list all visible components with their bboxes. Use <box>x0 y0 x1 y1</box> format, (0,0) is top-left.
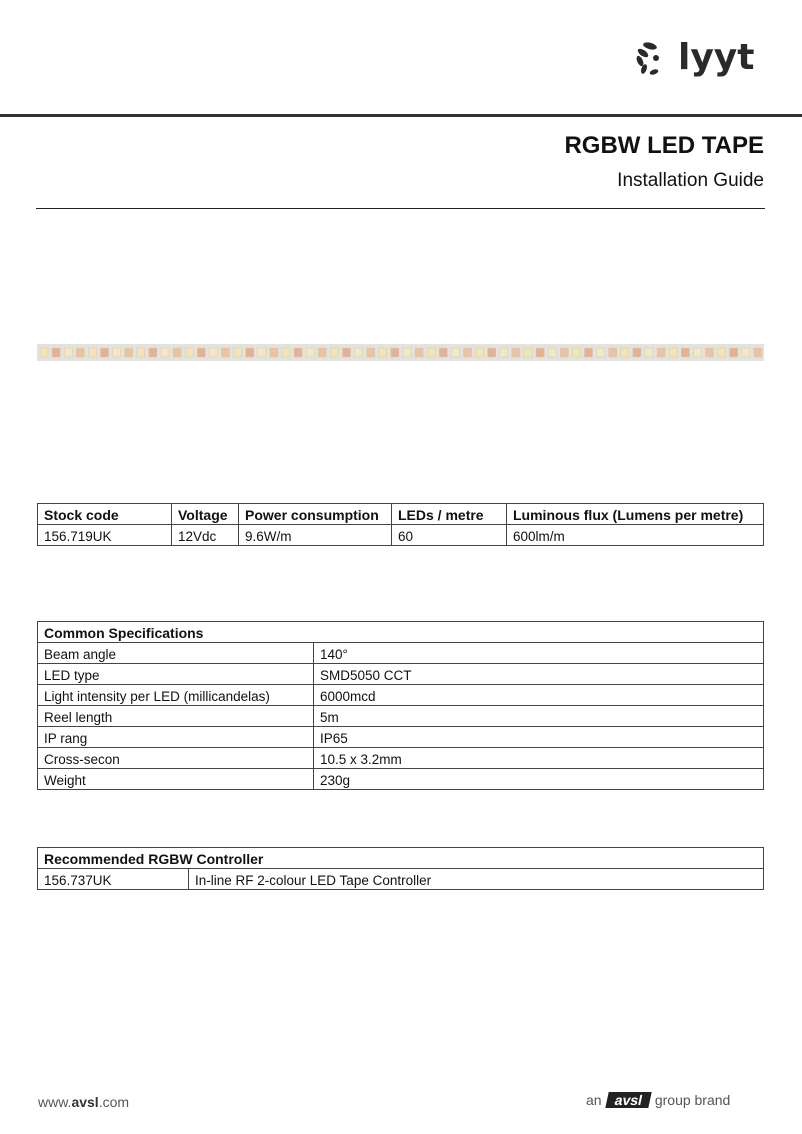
table-header-row <box>38 504 764 525</box>
tape-led <box>306 348 314 357</box>
title-divider <box>36 208 765 209</box>
product-table <box>37 503 764 546</box>
tape-led <box>161 348 169 357</box>
spec-label: Beam angle <box>38 643 314 664</box>
tape-led <box>657 348 665 357</box>
tape-led <box>52 348 60 357</box>
tape-led <box>597 348 605 357</box>
spec-value: SMD5050 CCT <box>314 664 764 685</box>
tape-base <box>37 344 764 361</box>
tape-led <box>645 348 653 357</box>
table-row <box>38 525 764 546</box>
spec-value: 10.5 x 3.2mm <box>314 748 764 769</box>
tape-led <box>64 348 72 357</box>
controller-code: 156.737UK <box>38 869 189 890</box>
table-title-row <box>38 848 764 869</box>
table-row <box>38 664 764 685</box>
lyyt-logo-icon <box>632 38 672 78</box>
tape-led <box>137 348 145 357</box>
header-voltage: Voltage <box>172 504 239 525</box>
spec-value: IP65 <box>314 727 764 748</box>
tape-led <box>355 348 363 357</box>
tape-led <box>125 348 133 357</box>
table-row <box>38 727 764 748</box>
tape-led <box>113 348 121 357</box>
logo-text: lyyt <box>678 37 755 78</box>
tape-led <box>488 348 496 357</box>
website-link[interactable] <box>38 1094 129 1110</box>
tape-led <box>742 348 750 357</box>
tape-led <box>149 348 157 357</box>
spec-value: 140° <box>314 643 764 664</box>
website-prefix: www. <box>38 1094 72 1110</box>
tape-led <box>40 348 48 357</box>
tape-led <box>621 348 629 357</box>
spec-value: 5m <box>314 706 764 727</box>
header-stock-code: Stock code <box>38 504 172 525</box>
tape-led <box>451 348 459 357</box>
cell-stock-code: 156.719UK <box>38 525 172 546</box>
controller-description: In-line RF 2-colour LED Tape Controller <box>189 869 764 890</box>
table-row <box>38 643 764 664</box>
tape-led <box>222 348 230 357</box>
header-rule <box>0 114 802 117</box>
tape-led <box>379 348 387 357</box>
common-specifications-table <box>37 621 764 790</box>
table-row <box>38 706 764 727</box>
tape-led <box>330 348 338 357</box>
tape-led <box>391 348 399 357</box>
tape-led <box>270 348 278 357</box>
table-title-row <box>38 622 764 643</box>
spec-value: 6000mcd <box>314 685 764 706</box>
cell-leds-per-metre: 60 <box>392 525 507 546</box>
tape-led <box>718 348 726 357</box>
spec-value: 230g <box>314 769 764 790</box>
tape-led <box>681 348 689 357</box>
tape-led <box>415 348 423 357</box>
page-subtitle: Installation Guide <box>617 170 764 191</box>
tape-led <box>403 348 411 357</box>
tape-led <box>282 348 290 357</box>
spec-label: Light intensity per LED (millicandelas) <box>38 685 314 706</box>
tape-led <box>197 348 205 357</box>
tape-led <box>609 348 617 357</box>
tape-led <box>548 348 556 357</box>
tape-led <box>633 348 641 357</box>
table-row <box>38 769 764 790</box>
tape-led <box>693 348 701 357</box>
spec-label: Reel length <box>38 706 314 727</box>
header-power: Power consumption <box>239 504 392 525</box>
tape-led <box>754 348 762 357</box>
led-tape-strip-image <box>37 344 764 361</box>
tape-led <box>585 348 593 357</box>
group-brand <box>586 1092 730 1108</box>
brand-suffix: group brand <box>654 1092 731 1108</box>
tape-led <box>476 348 484 357</box>
spec-label: IP rang <box>38 727 314 748</box>
tape-led <box>246 348 254 357</box>
header-luminous-flux: Luminous flux (Lumens per metre) <box>507 504 764 525</box>
table-row <box>38 748 764 769</box>
cell-voltage: 12Vdc <box>172 525 239 546</box>
tape-led <box>367 348 375 357</box>
tape-led <box>669 348 677 357</box>
tape-led <box>536 348 544 357</box>
header-leds-per-metre: LEDs / metre <box>392 504 507 525</box>
tape-led <box>185 348 193 357</box>
tape-led <box>173 348 181 357</box>
cell-luminous-flux: 600lm/m <box>507 525 764 546</box>
tape-led <box>706 348 714 357</box>
tape-led <box>234 348 242 357</box>
tape-led <box>524 348 532 357</box>
lyyt-logo <box>632 36 754 80</box>
tape-led <box>560 348 568 357</box>
spec-label: LED type <box>38 664 314 685</box>
brand-prefix: an <box>586 1092 602 1108</box>
table-row <box>38 685 764 706</box>
page-title: RGBW LED TAPE <box>564 132 764 159</box>
cell-power: 9.6W/m <box>239 525 392 546</box>
tape-led <box>464 348 472 357</box>
tape-led <box>512 348 520 357</box>
tape-led <box>88 348 96 357</box>
avsl-logo: avsl <box>605 1092 652 1108</box>
spec-label: Weight <box>38 769 314 790</box>
spec-label: Cross-secon <box>38 748 314 769</box>
table-row <box>38 869 764 890</box>
tape-led <box>76 348 84 357</box>
tape-led <box>439 348 447 357</box>
tape-led <box>101 348 109 357</box>
website-brand: avsl <box>71 1094 99 1110</box>
tape-led <box>318 348 326 357</box>
specs-title: Common Specifications <box>38 622 764 643</box>
tape-led <box>294 348 302 357</box>
tape-led <box>427 348 435 357</box>
website-suffix: .com <box>98 1094 130 1110</box>
tape-led <box>343 348 351 357</box>
tape-led <box>500 348 508 357</box>
recommended-controller-table <box>37 847 764 890</box>
controller-title: Recommended RGBW Controller <box>38 848 764 869</box>
tape-led <box>209 348 217 357</box>
tape-led <box>258 348 266 357</box>
tape-led <box>730 348 738 357</box>
tape-led <box>572 348 580 357</box>
